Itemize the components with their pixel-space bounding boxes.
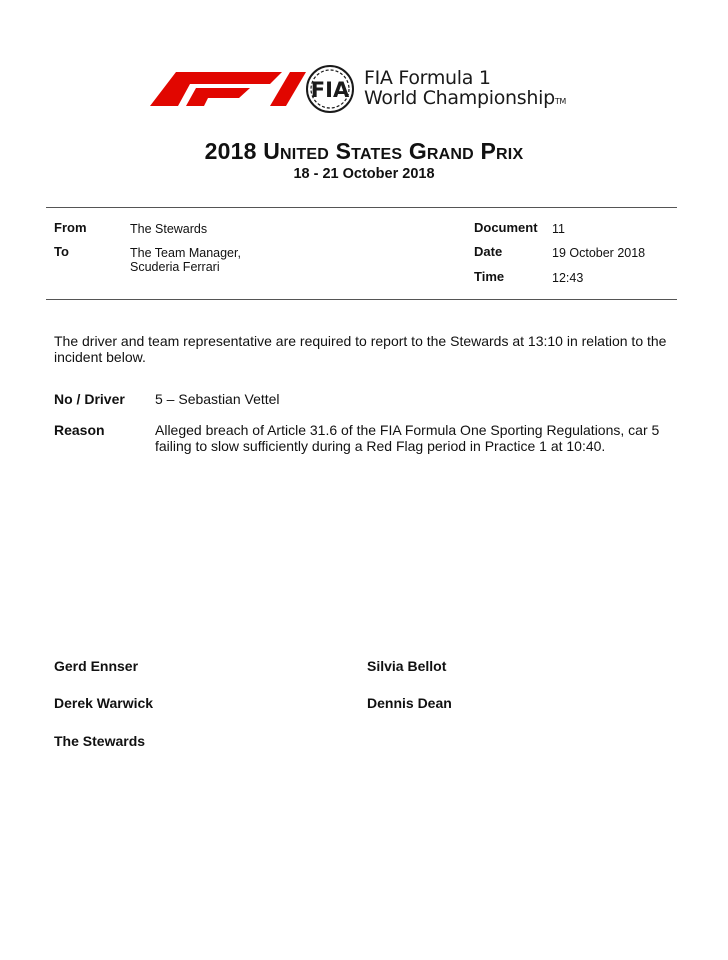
document-title: 2018 United States Grand Prix bbox=[204, 138, 524, 164]
date-value: 19 October 2018 bbox=[552, 246, 646, 260]
reason-value: Alleged breach of Article 31.6 of the FIA Formula One Sporting Regulations, car 5 failing to slow sufficiently during a Red Flag period in Practice 1 at 10:40. bbox=[155, 422, 660, 454]
steward-signature: Dennis Dean bbox=[367, 695, 452, 711]
fia-emblem-text: FIA bbox=[310, 78, 350, 102]
from-label: From bbox=[54, 220, 87, 235]
driver-value: 5 – Sebastian Vettel bbox=[155, 391, 280, 407]
steward-signature: Gerd Ennser bbox=[54, 658, 139, 674]
logo-wordmark bbox=[364, 68, 566, 112]
steward-signature: Derek Warwick bbox=[54, 695, 154, 711]
time-label: Time bbox=[474, 269, 505, 284]
summons-text: The driver and team representative are required to report to the Stewards at 13:10 in relation to the incident below. bbox=[54, 333, 667, 365]
date-label: Date bbox=[474, 244, 503, 259]
to-label: To bbox=[54, 244, 69, 259]
fia-f1-logo bbox=[150, 64, 600, 114]
steward-signature: Silvia Bellot bbox=[367, 658, 447, 674]
top-divider bbox=[46, 207, 677, 208]
stewards-signoff: The Stewards bbox=[54, 733, 146, 749]
from-value: The Stewards bbox=[130, 222, 208, 236]
logo-line-1: FIA Formula 1 bbox=[364, 67, 491, 89]
driver-label: No / Driver bbox=[54, 391, 125, 407]
to-value bbox=[130, 246, 241, 274]
f1-logo-icon bbox=[150, 64, 360, 114]
to-value-line-2: Scuderia Ferrari bbox=[130, 260, 220, 274]
bottom-divider bbox=[46, 299, 677, 300]
logo-line-2 bbox=[364, 88, 566, 112]
reason-label: Reason bbox=[54, 422, 105, 438]
time-value: 12:43 bbox=[552, 271, 584, 285]
document-number: 11 bbox=[552, 222, 565, 236]
event-dates: 18 - 21 October 2018 bbox=[293, 166, 435, 182]
trademark-mark: TM bbox=[554, 97, 567, 106]
to-value-line-1: The Team Manager, bbox=[130, 246, 241, 260]
logo-line-2-text: World Championship bbox=[364, 87, 555, 109]
document-label: Document bbox=[474, 220, 538, 235]
